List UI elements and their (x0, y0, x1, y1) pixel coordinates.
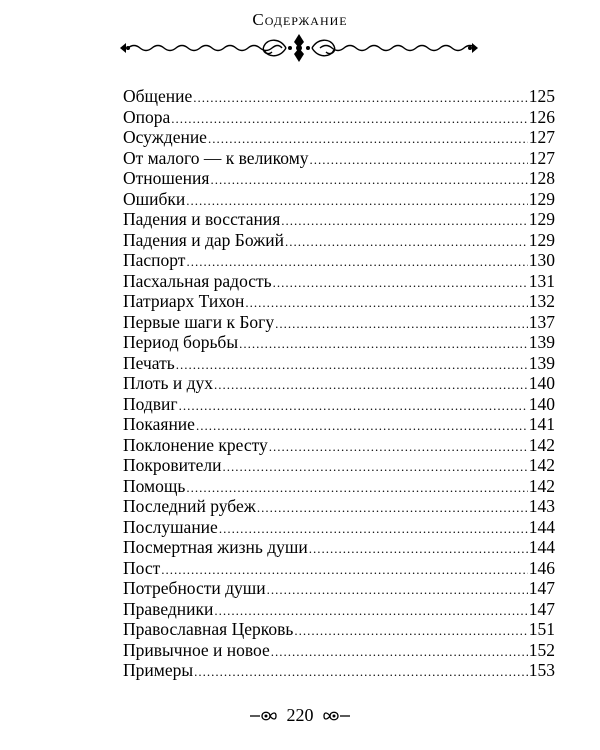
dot-leader (271, 642, 528, 663)
flourish-right-icon (322, 709, 352, 723)
toc-entry[interactable] (123, 414, 555, 435)
toc-entry-page: 131 (528, 270, 555, 291)
toc-entry-page: 127 (528, 147, 555, 168)
toc-entry[interactable] (123, 558, 555, 579)
dot-leader (208, 129, 528, 150)
toc-entry[interactable] (123, 496, 555, 517)
dot-leader (281, 211, 528, 232)
toc-entry-page: 137 (528, 311, 555, 332)
toc-entry[interactable] (123, 373, 555, 394)
toc-entry-title: Падения и восстания (123, 209, 281, 229)
toc-entry-page: 142 (528, 475, 555, 496)
toc-entry-page: 142 (528, 455, 555, 475)
flourish-left-icon (248, 709, 278, 723)
toc-entry-title: Поклонение кресту (123, 434, 268, 455)
dot-leader (294, 621, 527, 642)
toc-entry[interactable] (123, 168, 555, 189)
toc-entry-title: Потребности души (123, 578, 266, 598)
toc-entry-title: Печать (123, 352, 175, 373)
toc-entry[interactable] (123, 271, 555, 292)
toc-entry-title: От малого — к великому (123, 147, 309, 168)
toc-entry[interactable] (123, 209, 555, 230)
toc-entry-page: 139 (528, 332, 555, 352)
dot-leader (186, 252, 527, 273)
dot-leader (273, 273, 528, 294)
toc-entry-title: Послушание (123, 516, 218, 537)
toc-entry-title: Привычное и новое (123, 639, 270, 660)
dot-leader (223, 457, 528, 478)
toc-entry-page: 144 (528, 537, 555, 557)
toc-entry[interactable] (123, 230, 555, 251)
toc-entry-title: Общение (123, 86, 193, 106)
toc-entry-title: Патриарх Тихон (123, 291, 245, 311)
toc-entry[interactable] (123, 578, 555, 599)
dot-leader (161, 560, 528, 581)
toc-entry-title: Падения и дар Божий (123, 229, 284, 250)
dot-leader (214, 375, 528, 396)
page-header-title: Содержание (252, 10, 348, 29)
dot-leader (309, 539, 528, 560)
toc-entry-page: 146 (528, 557, 555, 578)
toc-entry-title: Период борьбы (123, 332, 239, 352)
toc-entry[interactable] (123, 394, 555, 415)
toc-entry-page: 130 (528, 250, 555, 270)
toc-entry-title: Покровители (123, 455, 222, 475)
toc-entry-title: Опора (123, 106, 171, 127)
toc-entry[interactable] (123, 660, 555, 681)
table-of-contents (123, 86, 555, 681)
toc-entry-title: Паспорт (123, 250, 186, 270)
toc-entry[interactable] (123, 599, 555, 620)
toc-entry[interactable] (123, 250, 555, 271)
toc-entry-title: Последний рубеж (123, 496, 256, 516)
dot-leader (285, 232, 528, 253)
dot-leader (267, 580, 528, 601)
dot-leader (179, 396, 528, 417)
toc-entry[interactable] (123, 640, 555, 661)
toc-entry-page: 127 (528, 127, 555, 147)
toc-entry-page: 153 (528, 660, 555, 680)
dot-leader (193, 88, 527, 109)
toc-entry[interactable] (123, 455, 555, 476)
toc-entry-page: 151 (528, 619, 555, 639)
toc-entry-page: 140 (528, 373, 555, 393)
toc-entry-title: Отношения (123, 168, 210, 188)
toc-entry[interactable] (123, 291, 555, 312)
dot-leader (186, 478, 527, 499)
toc-entry[interactable] (123, 537, 555, 558)
toc-entry-page: 144 (528, 516, 555, 537)
toc-entry-page: 132 (528, 291, 555, 311)
toc-entry[interactable] (123, 86, 555, 107)
toc-entry-title: Подвиг (123, 393, 178, 414)
toc-entry[interactable] (123, 312, 555, 333)
toc-entry-title: Посмертная жизнь души (123, 537, 308, 557)
toc-entry-page: 128 (528, 168, 555, 188)
toc-entry-page: 126 (528, 106, 555, 127)
toc-entry-page: 152 (528, 639, 555, 660)
toc-entry-page: 147 (528, 598, 555, 619)
toc-entry-page: 142 (528, 434, 555, 455)
toc-entry-title: Помощь (123, 475, 186, 496)
toc-entry[interactable] (123, 619, 555, 640)
toc-entry[interactable] (123, 107, 555, 128)
dot-leader (171, 109, 527, 130)
toc-entry[interactable] (123, 148, 555, 169)
toc-entry-page: 129 (528, 229, 555, 250)
dot-leader (257, 498, 528, 519)
dot-leader (245, 293, 527, 314)
dot-leader (176, 355, 528, 376)
dot-leader (219, 519, 528, 540)
toc-entry[interactable] (123, 127, 555, 148)
toc-entry-page: 143 (528, 496, 555, 516)
toc-entry-title: Плоть и дух (123, 373, 214, 393)
dot-leader (214, 601, 527, 622)
toc-entry-title: Пасхальная радость (123, 270, 272, 291)
toc-entry-page: 141 (528, 414, 555, 434)
dot-leader (275, 314, 528, 335)
toc-entry[interactable] (123, 517, 555, 538)
page-footer (0, 704, 600, 726)
dot-leader (196, 416, 528, 437)
toc-entry[interactable] (123, 353, 555, 374)
dot-leader (310, 150, 528, 171)
scroll-ornament-icon (118, 32, 480, 64)
dot-leader (210, 170, 527, 191)
toc-entry-page: 147 (528, 578, 555, 598)
toc-entry-title: Первые шаги к Богу (123, 311, 275, 332)
toc-entry[interactable] (123, 476, 555, 497)
toc-entry-title: Праведники (123, 598, 214, 619)
toc-entry-page: 129 (528, 209, 555, 229)
toc-entry[interactable] (123, 332, 555, 353)
toc-entry-title: Пост (123, 557, 161, 578)
dot-leader (269, 437, 528, 458)
toc-entry-title: Примеры (123, 660, 194, 680)
toc-entry-page: 129 (528, 188, 555, 209)
toc-entry-page: 125 (528, 86, 555, 106)
dot-leader (186, 191, 528, 212)
toc-entry-title: Осуждение (123, 127, 207, 147)
toc-entry[interactable] (123, 435, 555, 456)
toc-entry-page: 140 (528, 393, 555, 414)
dot-leader (194, 662, 528, 683)
toc-entry-title: Покаяние (123, 414, 195, 434)
page-number: 220 (286, 705, 314, 726)
toc-entry-page: 139 (528, 352, 555, 373)
toc-entry[interactable] (123, 189, 555, 210)
toc-entry-title: Ошибки (123, 188, 186, 209)
dot-leader (239, 334, 528, 355)
toc-entry-title: Православная Церковь (123, 619, 294, 639)
